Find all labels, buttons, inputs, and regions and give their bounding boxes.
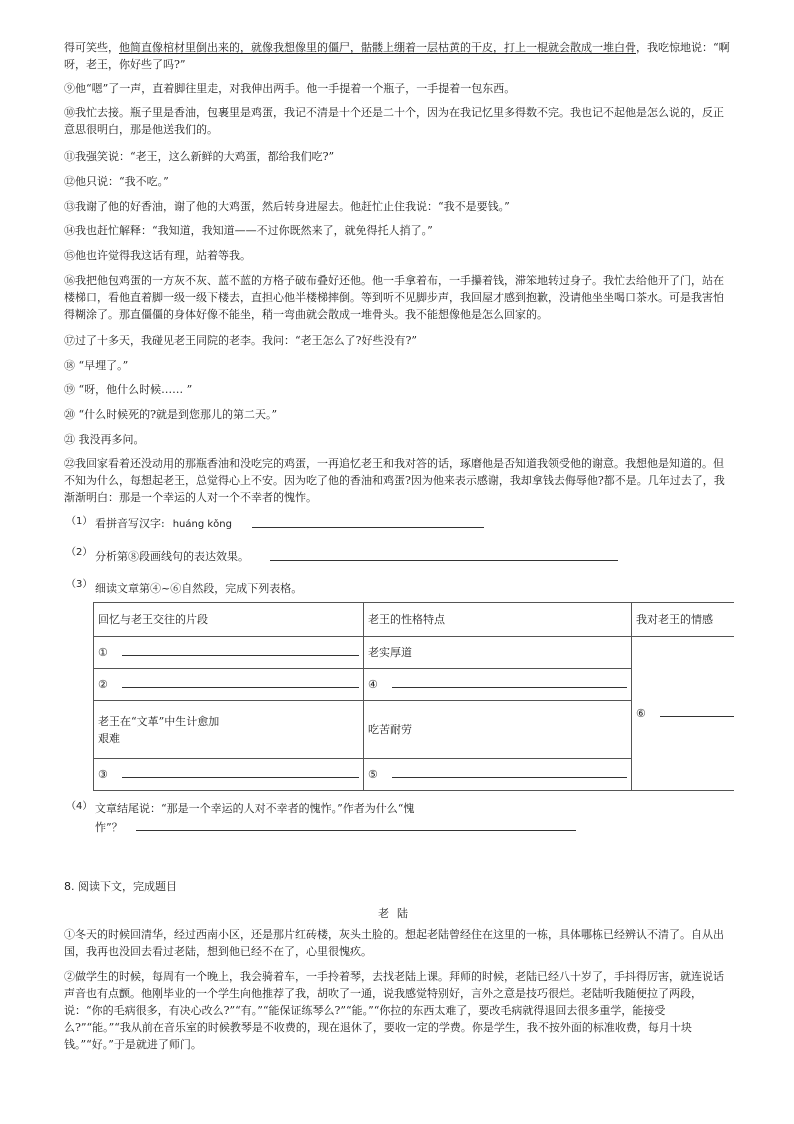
question-1-number: （1） xyxy=(66,516,93,527)
paragraph-12: ⑫他只说：“我不吃。” xyxy=(64,175,169,188)
cell-blank-1[interactable] xyxy=(122,655,359,656)
answer-blank-4[interactable] xyxy=(136,830,576,831)
article-title: 老陆 xyxy=(378,907,416,920)
cell-trait-hardworking: 吃苦耐劳 xyxy=(364,701,632,759)
paragraph-16: ⑯我把他包鸡蛋的一方灰不灰、蓝不蓝的方格子破布叠好还他。他一手拿着布，一手攥着钱，滞笨地转过身子。我忙去给他开了门，站在楼梯口，看他直着脚一级一级下楼去，直担心他半楼梯摔倒。等到听不见脚步声，我回屋才感到抱歉，没请他坐坐喝口茶水。可是我害怕得糊涂了。那直僵僵的身体好像不能坐，稍一弯曲就会散成一堆骨头。我不能想像他是怎么回家的。 xyxy=(64,274,724,321)
question-2-number: （2） xyxy=(66,547,93,558)
paragraph-13: ⑬我谢了他的好香油，谢了他的大鸡蛋，然后转身进屋去。他赶忙止住我说：“我不是要钱。” xyxy=(64,200,510,213)
cell-marker-5: ⑤ xyxy=(368,768,378,781)
cell-marker-4: ④ xyxy=(368,678,378,691)
paragraph-17: ⑰过了十多天，我碰见老王同院的老李。我问：“老王怎么了?好些没有?” xyxy=(64,334,418,347)
question-4-text-line1: 文章结尾说：“那是一个幸运的人对不幸者的愧怍。”作者为什么“愧 xyxy=(95,802,415,815)
header-feelings: 我对老王的情感 xyxy=(632,603,734,637)
answer-blank-2[interactable] xyxy=(270,560,618,561)
cell-blank-3[interactable] xyxy=(122,777,359,778)
paragraph-10: ⑩我忙去接。瓶子里是香油，包裹里是鸡蛋，我记不清是十个还是二十个，因为在我记忆里多得数不完。我也记不起他是怎么说的，反正意思很明白，那是他送我们的。 xyxy=(64,106,724,136)
header-traits: 老王的性格特点 xyxy=(364,603,632,637)
cell-blank-5[interactable] xyxy=(392,777,627,778)
question-4-text-line2: 怍”？ xyxy=(95,821,123,834)
article-paragraph-2: ②做学生的时候，每周有一个晚上，我会骑着车，一手拎着琴，去找老陆上课。拜师的时候，老陆已经八十岁了，手抖得厉害，就连说话声音也有点颤。他刚毕业的一个学生向他推荐了我，胡吹了一通，说我感觉特别好，言外之意是技巧很烂。老陆听我随便拉了两段，说：“你的毛病很多，有决心改么?”“有。”“能保证练琴么?”“能。”“你拉的东西太难了，要改毛病就得退回去很多重学，能接受么?”“能。”“我从前在音乐室的时候教琴是不收费的，现在退休了，要收一定的学费。你是学生，我不按外面的标准收费，每月十块钱。”“好。”于是就进了师门。 xyxy=(64,970,724,1051)
paragraph-14: ⑭我也赶忙解释：“我知道，我知道——不过你既然来了，就免得托人捎了。” xyxy=(64,224,433,237)
cell-marker-1: ① xyxy=(98,646,108,659)
paragraph-11: ⑪我强笑说：“老王，这么新鲜的大鸡蛋，都给我们吃?” xyxy=(64,150,335,163)
cell-blank-4[interactable] xyxy=(392,687,627,688)
table-row xyxy=(94,637,734,669)
section-8-heading: 8. 阅读下文，完成题目 xyxy=(64,880,177,893)
table-header-row xyxy=(94,603,734,637)
question-4-number: （4） xyxy=(66,801,93,812)
answer-blank-1[interactable] xyxy=(252,527,484,528)
pinyin: huáng kǒng xyxy=(172,519,232,530)
cell-marker-2: ② xyxy=(98,678,108,691)
question-3-number: （3） xyxy=(66,579,93,590)
cell-fragment-cultural-revolution: 老王在“文革”中生计愈加 艰难 xyxy=(94,701,364,759)
header-fragments: 回忆与老王交往的片段 xyxy=(94,603,364,637)
question-2-text: 分析第⑧段画线句的表达效果。 xyxy=(95,550,249,563)
underlined-sentence: 他简直像棺材里倒出来的，就像我想像里的僵尸，骷髅上绷着一层枯黄的干皮，打上一棍就会散成一堆白骨 xyxy=(119,41,636,54)
cell-blank-2[interactable] xyxy=(122,687,359,688)
cell-trait-honest: 老实厚道 xyxy=(364,637,632,669)
question-1-text: 看拼音写汉字: huáng kǒng xyxy=(95,517,232,530)
feelings-cell xyxy=(632,637,734,791)
paragraph-18: ⑱ “早埋了。” xyxy=(64,359,129,372)
paragraph-19: ⑲ “呀，他什么时候…… ” xyxy=(64,383,193,396)
paragraph-15: ⑮他也许觉得我这话有理，站着等我。 xyxy=(64,249,251,262)
question-3-text: 细读文章第④~⑥自然段，完成下列表格。 xyxy=(95,582,303,595)
article-paragraph-1: ①冬天的时候回清华，经过西南小区，还是那片红砖楼，灰头土脸的。想起老陆曾经住在这里的一栋，具体哪栋已经辨认不清了。自从出国，我再也没回去看过老陆，想到他已经不在了，心里很愧疚。 xyxy=(64,928,724,958)
cell-marker-6: ⑥ xyxy=(636,707,646,720)
paragraph-9: ⑨他“嗯”了一声，直着脚往里走，对我伸出两手。他一手提着一个瓶子，一手提着一包东西。 xyxy=(64,82,516,95)
cell-blank-6[interactable] xyxy=(660,716,734,717)
analysis-table xyxy=(93,602,734,791)
paragraph-21: ㉑ 我没再多问。 xyxy=(64,433,145,446)
paragraph-continuation: 得可笑些，他简直像棺材里倒出来的，就像我想像里的僵尸，骷髅上绷着一层枯黄的干皮，打上一棍就会散成一堆白骨，我吃惊地说：“啊呀，老王，你好些了吗?” xyxy=(64,41,730,71)
paragraph-22: ㉒我回家看着还没动用的那瓶香油和没吃完的鸡蛋，一再追忆老王和我对答的话，琢磨他是否知道我领受他的谢意。我想他是知道的。但不知为什么，每想起老王，总觉得心上不安。因为吃了他的香油和鸡蛋?因为他来表示感谢，我却拿钱去侮辱他?都不是。几年过去了，我渐渐明白：那是一个幸运的人对一个不幸者的愧怍。 xyxy=(64,457,725,504)
cell-marker-3: ③ xyxy=(98,768,108,781)
paragraph-20: ⑳ “什么时候死的?就是到您那儿的第二天。” xyxy=(64,408,278,421)
